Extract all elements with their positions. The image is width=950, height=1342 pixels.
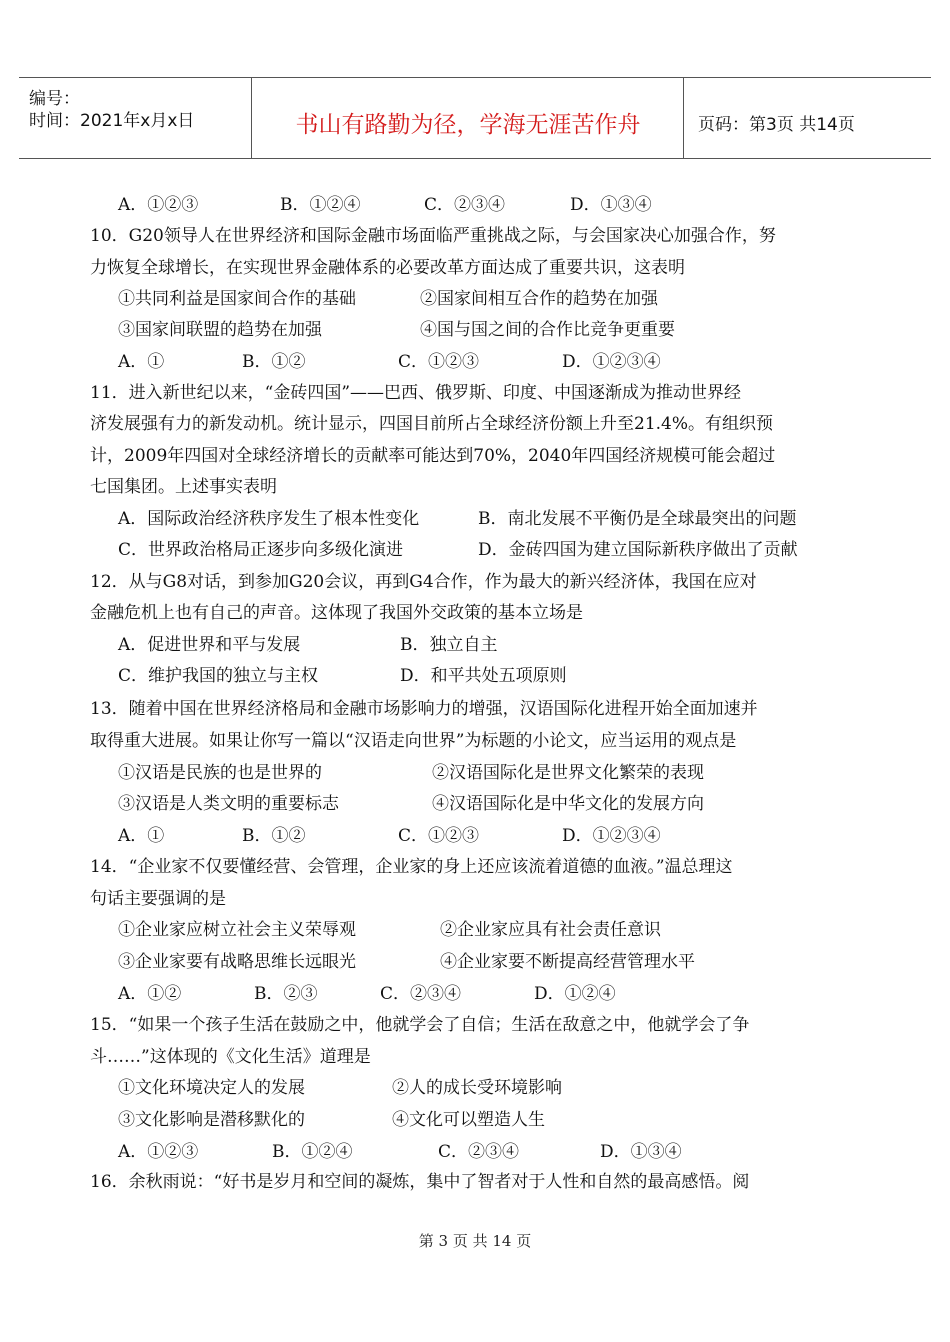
- question-text: 16．余秋雨说：“好书是岁月和空间的凝炼，集中了智者对于人性和自然的最高感悟。阅: [90, 1172, 750, 1192]
- question-text: 14．“企业家不仅要懂经营、会管理，企业家的身上还应该流着道德的血液。”温总理这: [90, 857, 733, 877]
- option: B．①②: [242, 352, 306, 372]
- option: B．①②: [242, 826, 306, 846]
- option: B．②③: [254, 984, 318, 1004]
- statement: ④国与国之间的合作比竞争更重要: [420, 320, 675, 340]
- statement: ③文化影响是潜移默化的: [118, 1110, 305, 1130]
- option: B．南北发展不平衡仍是全球最突出的问题: [478, 509, 797, 529]
- statement: ④文化可以塑造人生: [392, 1110, 545, 1130]
- option: C．②③④: [438, 1142, 520, 1162]
- option: A．①②③: [118, 1142, 199, 1162]
- question-text: 11．进入新世纪以来，“金砖四国”——巴西、俄罗斯、印度、中国逐渐成为推动世界经: [90, 383, 742, 403]
- question-text: 10．G20领导人在世界经济和国际金融市场面临严重挑战之际，与会国家决心加强合作，努: [90, 226, 776, 246]
- question-text: 计，2009年四国对全球经济增长的贡献率可能达到70%，2040年四国经济规模可能会超过: [90, 446, 776, 466]
- statement: ④企业家要不断提高经营管理水平: [440, 952, 695, 972]
- question-text: 12．从与G8对话，到参加G20会议，再到G4合作，作为最大的新兴经济体，我国在应对: [90, 572, 757, 592]
- header-motto-cell: [252, 78, 684, 158]
- option: D．①②③④: [562, 352, 661, 372]
- option: A．①: [118, 826, 165, 846]
- question-text: 力恢复全球增长，在实现世界金融体系的必要改革方面达成了重要共识，这表明: [90, 258, 685, 278]
- option: A．①②③: [118, 195, 199, 215]
- option: D．①②③④: [562, 826, 661, 846]
- option: B．①②④: [280, 195, 361, 215]
- time-label: 时间：2021年x月x日: [29, 111, 195, 131]
- option: C．②③④: [424, 195, 506, 215]
- option: C．世界政治格局正逐步向多级化演进: [118, 540, 404, 560]
- statement: ①汉语是民族的也是世界的: [118, 763, 322, 783]
- question-text: 济发展强有力的新发动机。统计显示，四国目前所占全球经济份额上升至21.4%。有组织预: [90, 414, 774, 434]
- statement: ③国家间联盟的趋势在加强: [118, 320, 322, 340]
- question-text: 句话主要强调的是: [90, 889, 226, 909]
- statement: ②人的成长受环境影响: [392, 1078, 562, 1098]
- statement: ③汉语是人类文明的重要标志: [118, 794, 339, 814]
- statement: ③企业家要有战略思维长远眼光: [118, 952, 356, 972]
- number-label: 编号：: [29, 89, 80, 109]
- header-page-cell: [684, 78, 931, 158]
- header-meta: [19, 78, 252, 158]
- question-text: 15．“如果一个孩子生活在鼓励之中，他就学会了自信；生活在敌意之中，他就学会了争: [90, 1015, 750, 1035]
- page-info: 页码：第3页 共14页: [698, 115, 855, 135]
- statement: ②汉语国际化是世界文化繁荣的表现: [432, 763, 704, 783]
- option: D．①③④: [600, 1142, 682, 1162]
- page-footer: 第 3 页 共 14 页: [418, 1232, 532, 1250]
- option: B．①②④: [272, 1142, 353, 1162]
- question-text: 金融危机上也有自己的声音。这体现了我国外交政策的基本立场是: [90, 603, 583, 623]
- statement: ①企业家应树立社会主义荣辱观: [118, 920, 356, 940]
- statement: ②企业家应具有社会责任意识: [440, 920, 661, 940]
- statement: ①共同利益是国家间合作的基础: [118, 289, 356, 309]
- statement: ②国家间相互合作的趋势在加强: [420, 289, 658, 309]
- document-header: [19, 77, 931, 159]
- question-text: 七国集团。上述事实表明: [90, 477, 277, 497]
- option: D．①②④: [534, 984, 616, 1004]
- option: B．独立自主: [400, 635, 498, 655]
- option: C．②③④: [380, 984, 462, 1004]
- option: D．金砖四国为建立国际新秩序做出了贡献: [478, 540, 798, 560]
- option: A．国际政治经济秩序发生了根本性变化: [118, 509, 420, 529]
- option: C．维护我国的独立与主权: [118, 666, 319, 686]
- option: D．①③④: [570, 195, 652, 215]
- question-text: 斗……”这体现的《文化生活》道理是: [90, 1047, 371, 1067]
- motto: 书山有路勤为径，学海无涯苦作舟: [295, 112, 641, 138]
- option: D．和平共处五项原则: [400, 666, 567, 686]
- option: A．促进世界和平与发展: [118, 635, 301, 655]
- statement: ①文化环境决定人的发展: [118, 1078, 305, 1098]
- statement: ④汉语国际化是中华文化的发展方向: [432, 794, 704, 814]
- option: C．①②③: [398, 352, 480, 372]
- option: A．①: [118, 352, 165, 372]
- question-text: 13．随着中国在世界经济格局和金融市场影响力的增强，汉语国际化进程开始全面加速并: [90, 699, 758, 719]
- option: A．①②: [118, 984, 182, 1004]
- question-text: 取得重大进展。如果让你写一篇以“汉语走向世界”为标题的小论文，应当运用的观点是: [90, 731, 737, 751]
- option: C．①②③: [398, 826, 480, 846]
